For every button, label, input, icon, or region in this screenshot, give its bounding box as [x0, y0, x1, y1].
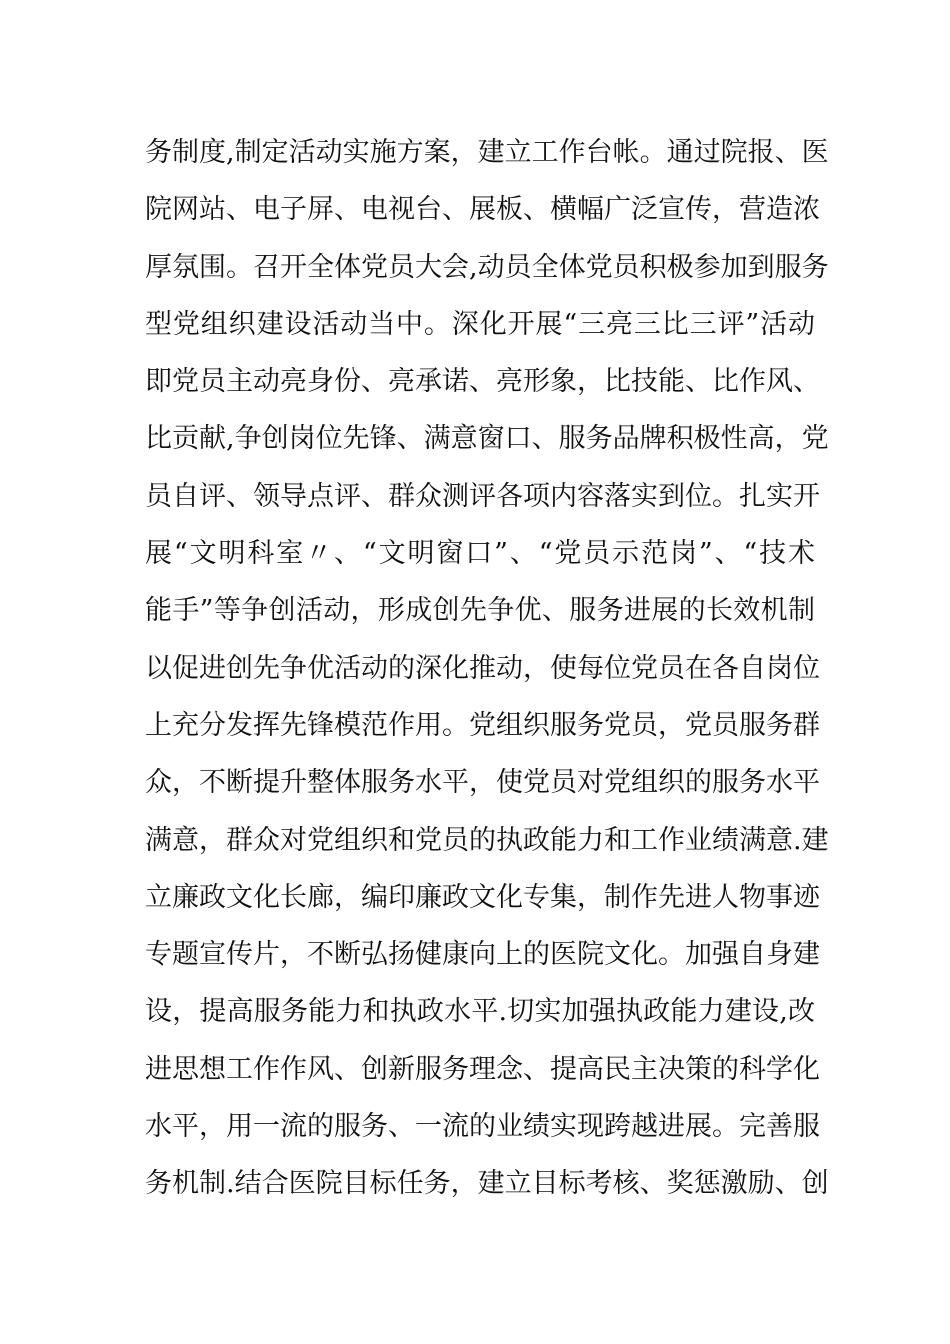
text-line: 务机制.结合医院目标任务，建立目标考核、奖惩激励、创: [145, 1168, 829, 1200]
text-line: 立廉政文化长廊，编印廉政文化专集，制作先进人物事迹: [145, 881, 820, 913]
body-paragraph: [145, 131, 829, 1220]
text-line: 型党组织建设活动当中。深化开展“三亮三比三评”活动: [145, 308, 815, 340]
text-line: 务制度,制定活动实施方案，建立工作台帐。通过院报、医: [145, 137, 829, 168]
text-line: 厚氛围。召开全体党员大会,动员全体党员积极参加到服务: [145, 251, 829, 283]
text-line: 专题宣传片，不断弘扬健康向上的医院文化。加强自身建: [145, 939, 820, 971]
text-line: 员自评、领导点评、群众测评各项内容落实到位。扎实开: [145, 480, 820, 512]
text-line: 上充分发挥先锋模范作用。党组织服务党员，党员服务群: [145, 709, 820, 741]
text-line: 进思想工作作风、创新服务理念、提高民主决策的科学化: [145, 1053, 820, 1085]
text-line: 以促进创先争优活动的深化推动，使每位党员在各自岗位: [145, 652, 820, 684]
text-line: 即党员主动亮身份、亮承诺、亮形象，比技能、比作风、: [145, 366, 820, 398]
text-line: 水平，用一流的服务、一流的业绩实现跨越进展。完善服: [145, 1111, 820, 1143]
text-line: 能手”等争创活动，形成创先争优、服务进展的长效机制: [145, 595, 815, 627]
text-line: 院网站、电子屏、电视台、展板、横幅广泛宣传，营造浓: [145, 194, 820, 226]
text-line: 展“文明科室〃、“文明窗口”、“党员示范岗”、“技术: [145, 538, 815, 570]
text-line: 众，不断提升整体服务水平，使党员对党组织的服务水平: [145, 767, 820, 799]
text-line: 设，提高服务能力和执政水平.切实加强执政能力建设,改: [145, 996, 815, 1028]
text-line: 满意，群众对党组织和党员的执政能力和工作业绩满意.建: [145, 824, 829, 856]
text-line: 比贡献,争创岗位先锋、满意窗口、服务品牌积极性高，党: [145, 423, 829, 455]
